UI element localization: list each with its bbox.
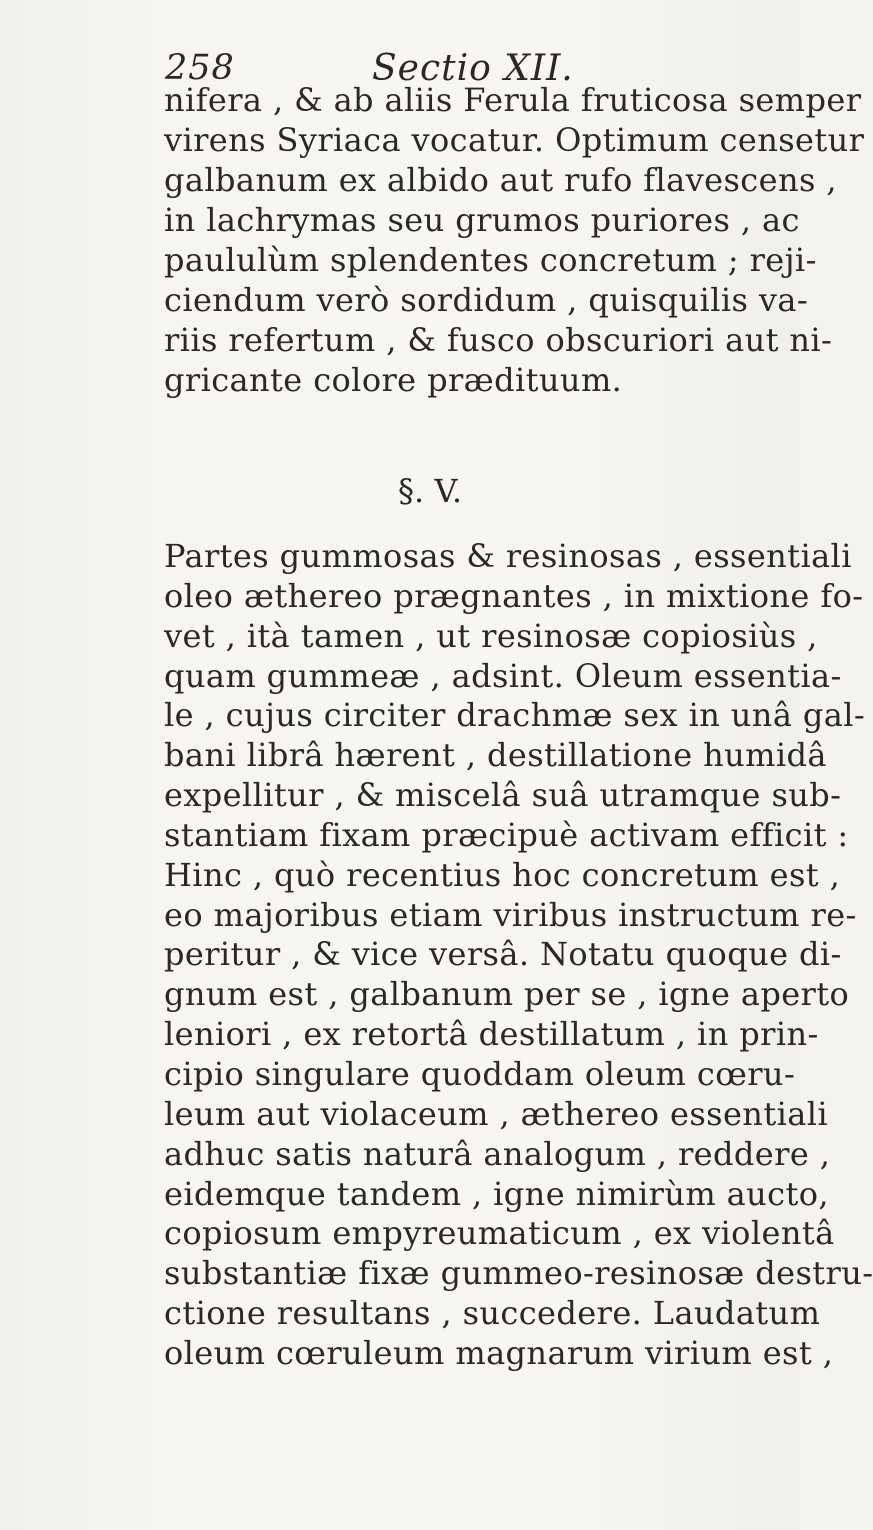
text-line: riis refertum , & fusco obscuriori aut ni- xyxy=(164,321,833,359)
text-line: substantiæ fixæ gummeo-resinosæ destru- xyxy=(164,1254,873,1293)
text-line: le , cujus circiter drachmæ sex in unâ gal- xyxy=(164,696,866,735)
paragraph-2 xyxy=(164,537,873,1374)
text-line: leniori , ex retortâ destillatum , in prin- xyxy=(164,1015,819,1054)
section-heading: §. V. xyxy=(398,472,463,510)
paragraph-1 xyxy=(164,80,865,400)
text-line: quam gummeæ , adsint. Oleum essentia- xyxy=(164,656,842,695)
text-line: eidemque tandem , igne nimirùm aucto, xyxy=(164,1174,829,1213)
text-line: nifera , & ab aliis Ferula fruticosa semper xyxy=(164,81,862,119)
text-line: vet , ità tamen , ut resinosæ copiosiùs , xyxy=(164,616,818,655)
text-line: peritur , & vice versâ. Notatu quoque di- xyxy=(164,935,842,974)
text-line: stantiam fixam præcipuè activam efficit : xyxy=(164,815,849,854)
text-line: eo majoribus etiam viribus instructum re- xyxy=(164,895,857,934)
text-line: oleo æthereo prægnantes , in mixtione fo- xyxy=(164,576,864,615)
text-line: bani librâ hærent , destillatione humidâ xyxy=(164,736,827,775)
text-line: ciendum verò sordidum , quisquilis va- xyxy=(164,281,809,319)
text-line: copiosum empyreumaticum , ex violentâ xyxy=(164,1214,835,1253)
running-head: Sectio XII. xyxy=(372,48,574,89)
text-line: adhuc satis naturâ analogum , reddere , xyxy=(164,1134,831,1173)
text-line: cipio singulare quoddam oleum cœru- xyxy=(164,1054,796,1093)
text-line: gnum est , galbanum per se , igne aperto xyxy=(164,975,850,1014)
text-line: Hinc , quò recentius hoc concretum est , xyxy=(164,855,841,894)
text-line: expellitur , & miscelâ suâ utramque sub- xyxy=(164,776,842,815)
text-line: galbanum ex albido aut rufo flavescens , xyxy=(164,161,837,199)
text-line: paululùm splendentes concretum ; reji- xyxy=(164,241,817,279)
text-line: Partes gummosas & resinosas , essentiali xyxy=(164,537,852,575)
text-line: virens Syriaca vocatur. Optimum censetur xyxy=(164,121,865,159)
text-line: gricante colore prædituum. xyxy=(164,361,623,399)
text-line: oleum cœruleum magnarum virium est , xyxy=(164,1333,834,1372)
text-line: in lachrymas seu grumos puriores , ac xyxy=(164,201,800,239)
page-number: 258 xyxy=(165,48,235,88)
text-line: leum aut violaceum , æthereo essentiali xyxy=(164,1094,828,1133)
text-line: ctione resultans , succedere. Laudatum xyxy=(164,1294,821,1333)
